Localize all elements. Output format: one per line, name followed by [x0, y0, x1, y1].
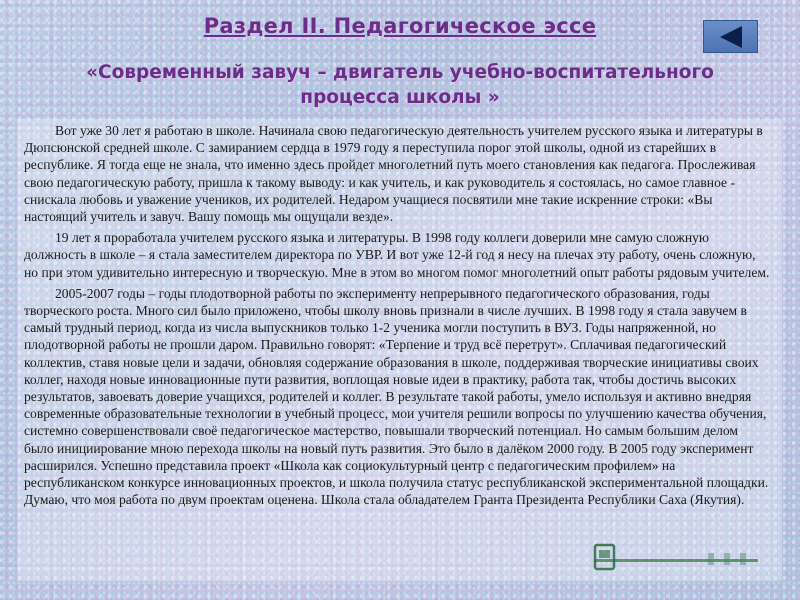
- essay-title: [20, 60, 780, 110]
- essay-title-line1: «Современный завуч – двигатель учебно-воспитательного: [86, 62, 714, 83]
- back-arrow-icon: [720, 26, 742, 48]
- essay-paragraph-3: 2005-2007 годы – годы плодотворной работы по эксперименту непрерывного педагогического образования, годы творческого роста. Много сил было приложено, чтобы школу вновь признали в числе лучших. В 1998 году я стала завучем в самый трудный период, когда из числа выпускников только 1-2 ученика могли поступить в ВУЗ. Годы напряженной, но плодотворной работы не прошли даром. Правильно говорят: «Терпение и труд всё перетрут». Сплачивая педагогический коллектив, ставя новые цели и задачи, обновляя содержание образования в школе, поддерживая творческие инициативы своих коллег, находя новые инновационные пути развития, воплощая новые идеи в практику, работа так, чтобы достичь высоких результатов, завоевать доверие учащихся, родителей и коллег. В результате такой работы, умело используя и активно внедряя современные образовательные технологии в учебный процесс, мои учителя решили вопросы по улучшению качества обучения, системно совершенствовали своё педагогическое мастерство, повышали творческий потенциал. Но самым большим делом было инициирование мною перехода школы на новый путь развития. Это было в далёком 2000 году. В 2005 году эксперимент расширился. Успешно представила проект «Школа как социокультурный центр с педагогическим профилем» на республиканском конкурсе инновационных проектов, и школа получила статус республиканской экспериментальной площадки. Думаю, что моя работа по двум проектам оценена. Школа стала обладателем Гранта Президента Республики Саха (Якутия).: [24, 285, 769, 508]
- back-button[interactable]: [703, 20, 758, 53]
- home-icon[interactable]: [590, 541, 762, 573]
- essay-paragraph-2: 19 лет я проработала учителем русского языка и литературы. В 1998 году коллеги доверили мне самую сложную должность в школе – я стала заместителем директора по УВР. И вот уже 12-й год я несу на плечах эту работу, очень сложную, но при этом удивительно интересную и творческую. Мне в этом во многом помог многолетний опыт работы рядовым учителем.: [24, 230, 770, 280]
- section-heading: Раздел II. Педагогическое эссе: [203, 14, 597, 38]
- essay-body: [17, 119, 782, 581]
- essay-paragraph-1: Вот уже 30 лет я работаю в школе. Начинала свою педагогическую деятельность учителем русского языка и литературы в Дюпсюнской средней школе. С замиранием сердца в 1979 году я переступила порог этой школы, одной из старейших в республике. Я тогда еще не знала, что именно здесь пройдет многолетний путь моего становления как педагога. Прослеживая свою педагогическую работу, пришла к такому выводу: и как учитель, и как руководитель я состоялась, но самое главное - снискала любовь и уважение учеников, их родителей. Недаром учащиеся посвятили мне такие искренние строки: «Вы настоящий учитель и завуч. Вашу помощь мы ощущали везде».: [24, 123, 763, 225]
- essay-title-line2: процесса школы »: [300, 87, 500, 108]
